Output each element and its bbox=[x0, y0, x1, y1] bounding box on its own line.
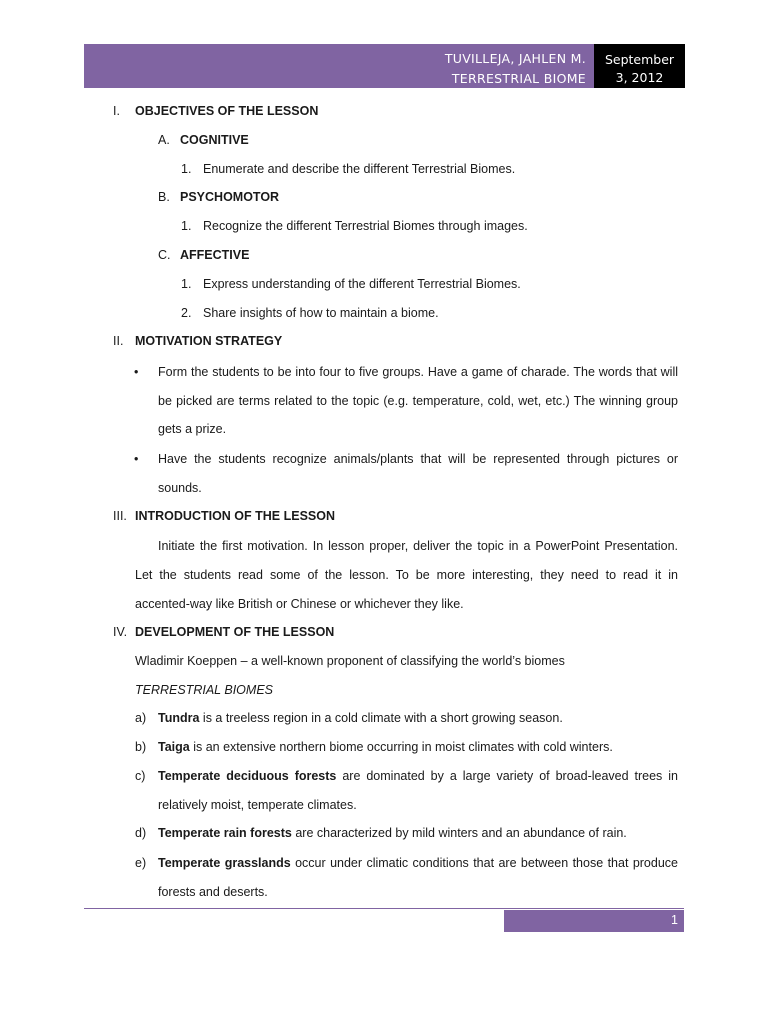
paragraph-line: Initiate the first motivation. In lesson proper, deliver the topic in a PowerPoint Presentation. bbox=[158, 539, 678, 553]
biome-item-temperate-grasslands bbox=[158, 855, 678, 871]
subsection-letter: C. bbox=[158, 248, 171, 262]
biome-description: is a treeless region in a cold climate with a short growing season. bbox=[199, 711, 563, 725]
date-box bbox=[594, 44, 685, 88]
biome-description-continued: forests and deserts. bbox=[158, 885, 268, 899]
section-heading-development: DEVELOPMENT OF THE LESSON bbox=[135, 625, 335, 639]
list-number: 1. bbox=[181, 277, 192, 291]
paragraph-line: Let the students read some of the lesson. To be more interesting, they need to read it in bbox=[135, 568, 678, 582]
biome-term: Temperate deciduous forests bbox=[158, 769, 337, 783]
list-number: 2. bbox=[181, 306, 192, 320]
biome-description-continued: relatively moist, temperate climates. bbox=[158, 798, 357, 812]
footer-rule bbox=[84, 908, 684, 909]
bullet-text-line: gets a prize. bbox=[158, 422, 227, 436]
footer-bar bbox=[504, 910, 684, 932]
bullet-text-line: sounds. bbox=[158, 481, 202, 495]
list-letter: c) bbox=[135, 769, 146, 783]
biome-item-temperate-rain bbox=[158, 825, 627, 841]
biome-term: Taiga bbox=[158, 740, 190, 754]
author-name: TUVILLEJA, JAHLEN M. bbox=[444, 51, 586, 66]
section-number: III. bbox=[113, 509, 127, 523]
date-line-2: 3, 2012 bbox=[615, 70, 664, 85]
biome-description: are dominated by a large variety of broad-leaved trees in bbox=[336, 769, 678, 783]
terrestrial-biomes-subtitle: TERRESTRIAL BIOMES bbox=[135, 683, 273, 697]
bullet-text-line: be picked are terms related to the topic (e.g. temperature, cold, wet, etc.) The winning group bbox=[158, 394, 678, 408]
bullet-text-line: Have the students recognize animals/plants that will be represented through pictures or bbox=[158, 452, 678, 466]
biome-term: Temperate grasslands bbox=[158, 856, 291, 870]
biome-term: Temperate rain forests bbox=[158, 826, 292, 840]
biome-description: is an extensive northern biome occurring in moist climates with cold winters. bbox=[189, 740, 613, 754]
biome-item-taiga bbox=[158, 739, 613, 755]
subsection-heading-psychomotor: PSYCHOMOTOR bbox=[180, 190, 280, 204]
section-heading-objectives: OBJECTIVES OF THE LESSON bbox=[135, 104, 319, 118]
list-number: 1. bbox=[181, 162, 192, 176]
development-intro: Wladimir Koeppen – a well-known proponent of classifying the world’s biomes bbox=[135, 654, 565, 668]
subsection-heading-affective: AFFECTIVE bbox=[180, 248, 250, 262]
subsection-heading-cognitive: COGNITIVE bbox=[180, 133, 249, 147]
bullet-icon: • bbox=[134, 365, 139, 379]
subsection-letter: B. bbox=[158, 190, 170, 204]
objective-item: Express understanding of the different Terrestrial Biomes. bbox=[203, 277, 521, 291]
bullet-icon: • bbox=[134, 452, 139, 466]
section-heading-motivation: MOTIVATION STRATEGY bbox=[135, 334, 283, 348]
section-heading-introduction: INTRODUCTION OF THE LESSON bbox=[135, 509, 335, 523]
list-letter: e) bbox=[135, 856, 147, 870]
objective-item: Share insights of how to maintain a biome. bbox=[203, 306, 439, 320]
header-bar bbox=[84, 44, 594, 88]
biome-term: Tundra bbox=[158, 711, 200, 725]
bullet-text-line: Form the students to be into four to five groups. Have a game of charade. The words that will bbox=[158, 365, 678, 379]
list-letter: d) bbox=[135, 826, 147, 840]
biome-item-tundra bbox=[158, 710, 563, 726]
subsection-letter: A. bbox=[158, 133, 170, 147]
list-letter: a) bbox=[135, 711, 147, 725]
objective-item: Enumerate and describe the different Terrestrial Biomes. bbox=[203, 162, 516, 176]
section-number: IV. bbox=[113, 625, 128, 639]
biome-description: are characterized by mild winters and an abundance of rain. bbox=[291, 826, 627, 840]
date-line-1: September bbox=[604, 52, 675, 67]
section-number: I. bbox=[113, 104, 120, 118]
biome-description: occur under climatic conditions that are between those that produce bbox=[290, 856, 678, 870]
page-number: 1 bbox=[671, 913, 678, 927]
document-topic: TERRESTRIAL BIOME bbox=[451, 71, 586, 86]
section-number: II. bbox=[113, 334, 124, 348]
list-number: 1. bbox=[181, 219, 192, 233]
biome-item-temperate-deciduous bbox=[158, 768, 678, 784]
list-letter: b) bbox=[135, 740, 147, 754]
objective-item: Recognize the different Terrestrial Biomes through images. bbox=[203, 219, 528, 233]
paragraph-line: accented-way like British or Chinese or whichever they like. bbox=[135, 597, 464, 611]
